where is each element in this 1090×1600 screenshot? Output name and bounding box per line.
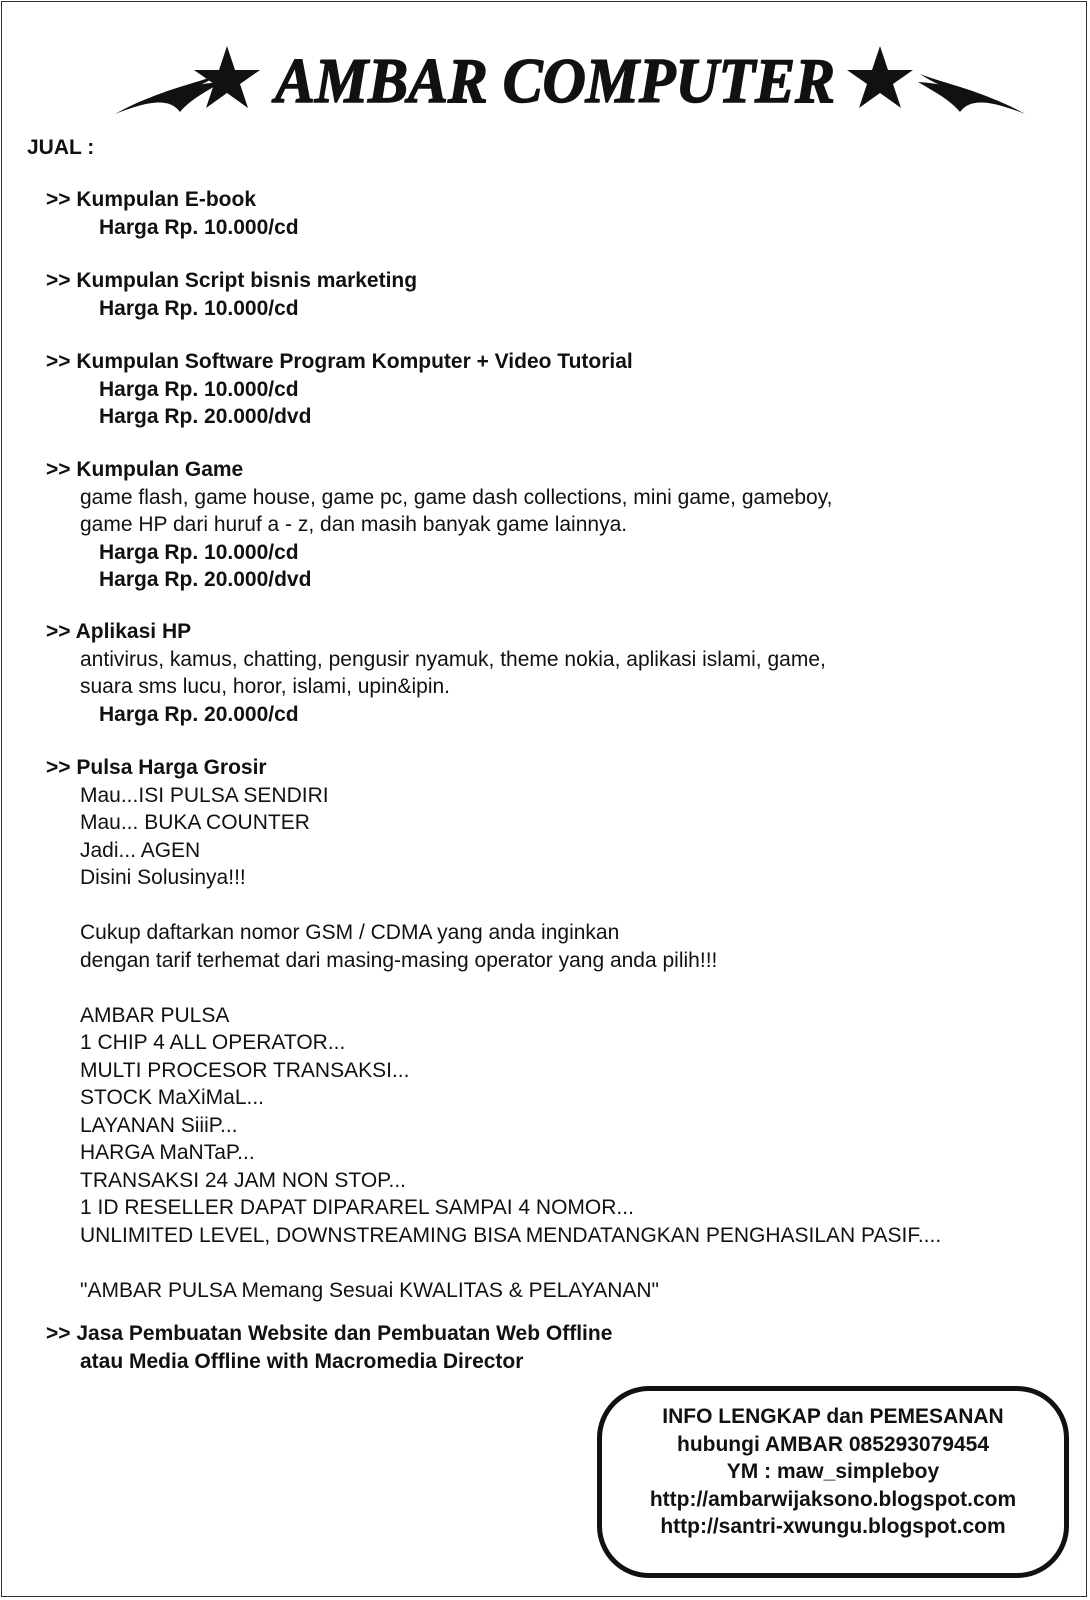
pulsa-feature-line: MULTI PROCESOR TRANSAKSI... bbox=[80, 1058, 410, 1082]
pulsa-feature-line: 1 CHIP 4 ALL OPERATOR... bbox=[80, 1031, 346, 1054]
contact-blog-link[interactable]: http://ambarwijaksono.blogspot.com bbox=[649, 1487, 1017, 1511]
contact-phone: hubungi AMBAR 085293079454 bbox=[677, 1432, 989, 1456]
price-line: Harga Rp. 20.000/dvd bbox=[99, 405, 312, 428]
pulsa-feature-line: TRANSAKSI 24 JAM NON STOP... bbox=[80, 1168, 406, 1192]
section-title: >> Pulsa Harga Grosir bbox=[46, 756, 267, 779]
pulsa-tagline: "AMBAR PULSA Memang Sesuai KWALITAS & PELAYANAN" bbox=[80, 1278, 660, 1302]
pulsa-register-line: dengan tarif terhemat dari masing-masing operator yang anda pilih!!! bbox=[80, 948, 718, 972]
section-script bbox=[46, 267, 417, 322]
logo-graphic bbox=[110, 36, 1030, 136]
section-ebook bbox=[46, 186, 299, 241]
pulsa-intro-line: Disini Solusinya!!! bbox=[80, 866, 246, 889]
section-website bbox=[46, 1320, 612, 1375]
price-line: Harga Rp. 20.000/cd bbox=[99, 702, 299, 726]
pulsa-feature-line: AMBAR PULSA bbox=[80, 1003, 230, 1027]
pulsa-feature-line: LAYANAN SiiiP... bbox=[80, 1113, 238, 1137]
price-line: Harga Rp. 10.000/cd bbox=[99, 540, 299, 564]
contact-heading: INFO LENGKAP dan PEMESANAN bbox=[662, 1405, 1004, 1428]
pulsa-feature-line: 1 ID RESELLER DAPAT DIPARAREL SAMPAI 4 NOMOR... bbox=[80, 1196, 634, 1219]
section-pulsa bbox=[46, 754, 941, 1304]
pulsa-intro-line: Mau...ISI PULSA SENDIRI bbox=[80, 783, 329, 807]
price-line: Harga Rp. 20.000/dvd bbox=[99, 568, 312, 591]
section-title: >> Kumpulan E-book bbox=[46, 188, 257, 211]
description-line: game flash, game house, game pc, game dash collections, mini game, gameboy, bbox=[80, 485, 833, 509]
section-title: >> Jasa Pembuatan Website dan Pembuatan Web Offline bbox=[46, 1322, 613, 1345]
left-star-icon bbox=[194, 46, 260, 108]
price-line: Harga Rp. 10.000/cd bbox=[99, 377, 299, 401]
description-line: atau Media Offline with Macromedia Director bbox=[80, 1349, 524, 1373]
section-title: >> Kumpulan Script bisnis marketing bbox=[46, 269, 418, 292]
page-heading: JUAL : bbox=[27, 136, 95, 159]
section-game bbox=[46, 456, 833, 594]
pulsa-feature-line: STOCK MaXiMaL... bbox=[80, 1086, 264, 1109]
description-line: antivirus, kamus, chatting, pengusir nyamuk, theme nokia, aplikasi islami, game, bbox=[80, 647, 826, 671]
section-apps bbox=[46, 618, 826, 728]
brand-logo bbox=[110, 36, 1030, 136]
price-line: Harga Rp. 10.000/cd bbox=[99, 296, 299, 320]
section-title: >> Aplikasi HP bbox=[46, 620, 192, 643]
contact-box bbox=[597, 1386, 1069, 1578]
description-line: suara sms lucu, horor, islami, upin&ipin. bbox=[80, 675, 450, 698]
left-tribal-flourish bbox=[115, 82, 222, 114]
right-tribal-flourish bbox=[918, 82, 1025, 114]
logo-text: AMBAR COMPUTER bbox=[271, 45, 836, 116]
pulsa-intro-line: Jadi... AGEN bbox=[80, 838, 201, 862]
right-star-icon bbox=[847, 46, 913, 108]
section-software bbox=[46, 348, 633, 431]
pulsa-feature-line: HARGA MaNTaP... bbox=[80, 1141, 255, 1164]
section-title: >> Kumpulan Game bbox=[46, 458, 244, 481]
contact-blog-link[interactable]: http://santri-xwungu.blogspot.com bbox=[660, 1515, 1006, 1538]
section-title: >> Kumpulan Software Program Komputer + Video Tutorial bbox=[46, 350, 633, 373]
pulsa-intro-line: Mau... BUKA COUNTER bbox=[80, 811, 310, 834]
pulsa-register-line: Cukup daftarkan nomor GSM / CDMA yang anda inginkan bbox=[80, 921, 620, 944]
pulsa-feature-line: UNLIMITED LEVEL, DOWNSTREAMING BISA MENDATANGKAN PENGHASILAN PASIF.... bbox=[80, 1223, 942, 1247]
price-line: Harga Rp. 10.000/cd bbox=[99, 215, 299, 239]
contact-ym: YM : maw_simpleboy bbox=[726, 1460, 940, 1483]
description-line: game HP dari huruf a - z, dan masih banyak game lainnya. bbox=[80, 513, 628, 536]
